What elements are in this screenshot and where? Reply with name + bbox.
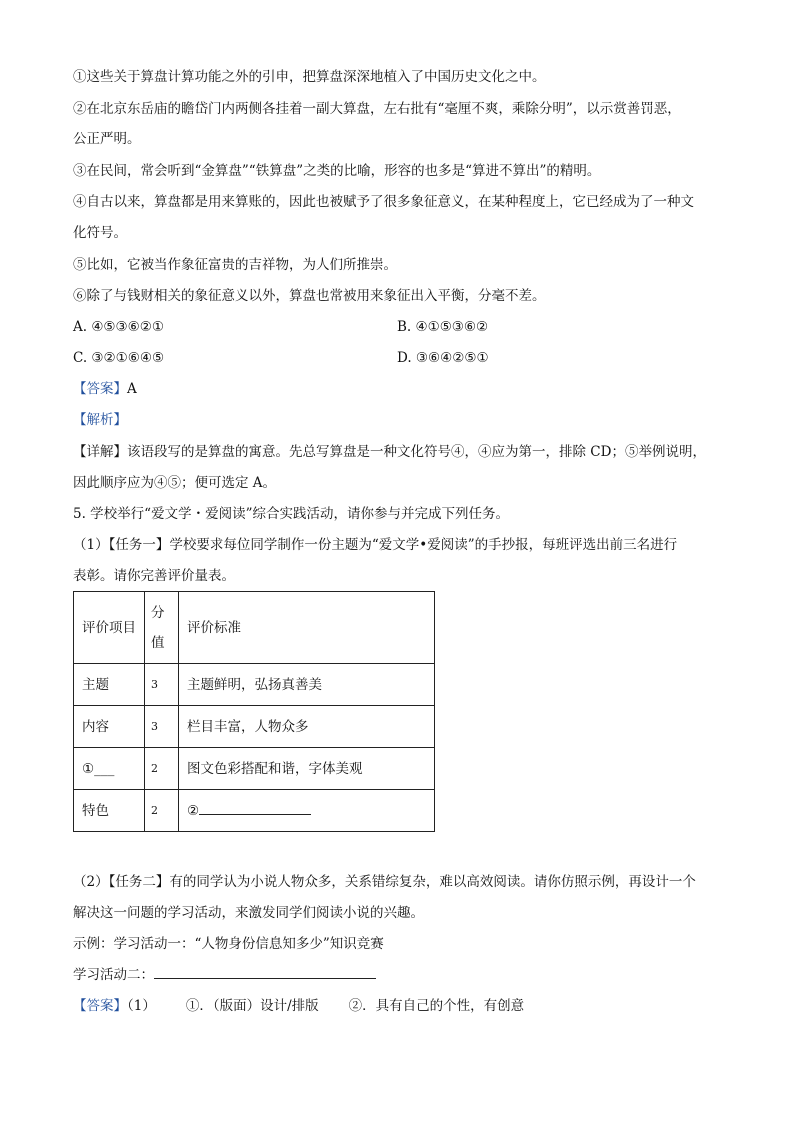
sentence-2-line-1: ②在北京东岳庙的瞻岱门内两侧各挂着一副大算盘，左右批有“毫厘不爽，乘除分明”，以示赏善罚恶， bbox=[73, 101, 681, 117]
sentence-4-line-1: ④自古以来，算盘都是用来算账的，因此也被赋予了很多象征意义，在某种程度上，它已经成为了一种文 bbox=[73, 194, 694, 210]
option-d: D. ③⑥④②⑤① bbox=[397, 350, 489, 366]
answer-value: A bbox=[127, 381, 137, 397]
row-criteria: 主题鲜明，弘扬真善美 bbox=[179, 664, 435, 706]
table-header-row bbox=[74, 592, 435, 664]
row-criteria: 图文色彩搭配和谐，字体美观 bbox=[179, 748, 435, 790]
task-2-line-2: 解决这一问题的学习活动，来激发同学们阅读小说的兴趣。 bbox=[73, 905, 424, 921]
example-line: 示例：学习活动一：“人物身份信息知多少”知识竞赛 bbox=[73, 936, 384, 952]
table-row bbox=[74, 790, 435, 832]
row-item: 特色 bbox=[74, 790, 145, 832]
row-score: 3 bbox=[145, 664, 179, 706]
detail-tag: 【详解】 bbox=[73, 444, 127, 460]
q5-answer-2: ②．具有自己的个性，有创意 bbox=[348, 998, 525, 1014]
sentence-5: ⑤比如，它被当作象征富贵的吉祥物，为人们所推崇。 bbox=[73, 257, 397, 273]
activity-2-blank bbox=[154, 978, 376, 979]
row-item-blank: ①___ bbox=[74, 748, 145, 790]
row-item: 内容 bbox=[74, 706, 145, 748]
q5-answer-tag: 【答案】 bbox=[73, 998, 127, 1014]
task-1-line-1: （1）【任务一】学校要求每位同学制作一份主题为“爱文学•爱阅读”的手抄报，每班评选出前三名进行 bbox=[73, 537, 678, 553]
row-criteria: 栏目丰富，人物众多 bbox=[179, 706, 435, 748]
sentence-2-line-2: 公正严明。 bbox=[73, 131, 141, 147]
sentence-4-line-2: 化符号。 bbox=[73, 225, 127, 241]
row-score: 2 bbox=[145, 748, 179, 790]
analysis-tag: 【解析】 bbox=[73, 412, 127, 428]
q5-answer-1: ①．（版面）设计/排版 bbox=[185, 998, 319, 1014]
option-a: A. ④⑤③⑥②① bbox=[73, 319, 164, 335]
header-criteria: 评价标准 bbox=[179, 592, 435, 664]
row-item: 主题 bbox=[74, 664, 145, 706]
question-5-intro: 5. 学校举行“爱文学・爱阅读”综合实践活动，请你参与并完成下列任务。 bbox=[73, 506, 509, 522]
option-c: C. ③②①⑥④⑤ bbox=[73, 350, 165, 366]
row-score: 3 bbox=[145, 706, 179, 748]
detail-text-1: 该语段写的是算盘的寓意。先总写算盘是一种文化符号④，④应为第一，排除 CD；⑤举例说明， bbox=[127, 444, 706, 460]
detail-line-1 bbox=[73, 442, 706, 462]
analysis-line bbox=[73, 410, 127, 430]
row-criteria-blank bbox=[179, 790, 435, 832]
option-b: B. ④①⑤③⑥② bbox=[397, 319, 489, 335]
sentence-3: ③在民间，常会听到“金算盘”“铁算盘”之类的比喻，形容的也多是“算进不算出”的精明。 bbox=[73, 163, 601, 179]
fill-blank bbox=[199, 814, 311, 815]
answer-line bbox=[73, 379, 137, 399]
row-score: 2 bbox=[145, 790, 179, 832]
task-1-line-2: 表彰。请你完善评价量表。 bbox=[73, 568, 235, 584]
activity-2-label: 学习活动二： bbox=[73, 967, 154, 983]
header-item: 评价项目 bbox=[74, 592, 145, 664]
header-score-char-1: 分 bbox=[151, 604, 165, 621]
table-row bbox=[74, 748, 435, 790]
detail-line-2: 因此顺序应为④⑤；便可选定 A。 bbox=[73, 475, 277, 491]
activity-2-line bbox=[73, 965, 376, 985]
q5-answer-num: （1） bbox=[127, 998, 156, 1014]
evaluation-table bbox=[73, 591, 435, 832]
q5-answer-line bbox=[73, 996, 524, 1016]
answer-tag: 【答案】 bbox=[73, 381, 127, 397]
blank-label: ② bbox=[187, 802, 200, 819]
header-score-char-2: 值 bbox=[151, 634, 165, 651]
task-2-line-1: （2）【任务二】有的同学认为小说人物众多，关系错综复杂，难以高效阅读。请你仿照示例，再设计一个 bbox=[73, 874, 696, 890]
table-row bbox=[74, 664, 435, 706]
sentence-1: ①这些关于算盘计算功能之外的引申，把算盘深深地植入了中国历史文化之中。 bbox=[73, 69, 546, 85]
table-row bbox=[74, 706, 435, 748]
header-score bbox=[145, 592, 179, 664]
sentence-6: ⑥除了与钱财相关的象征意义以外，算盘也常被用来象征出入平衡，分毫不差。 bbox=[73, 288, 546, 304]
